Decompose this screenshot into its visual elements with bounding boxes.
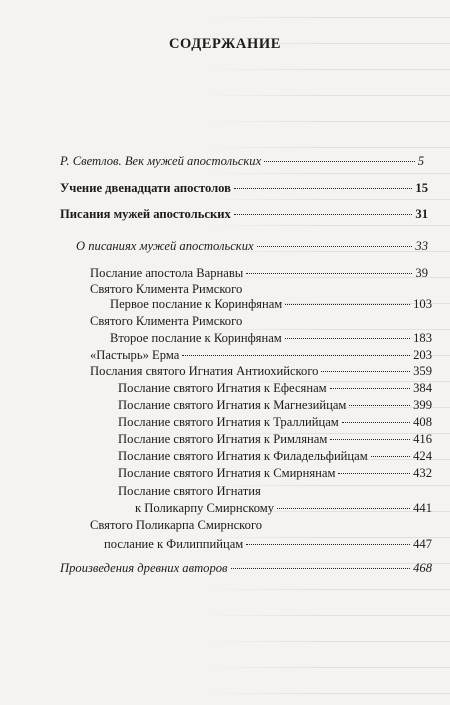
toc-entry-title: Послания святого Игнатия Антиохийского	[90, 364, 319, 378]
toc-entry-page: 5	[417, 154, 424, 168]
toc-entry-heading: Святого Поликарпа Смирнского	[90, 518, 263, 532]
toc-entry[interactable]	[90, 348, 432, 363]
toc-entry[interactable]	[90, 364, 432, 379]
toc-entry-title: Послание святого Игнатия к Ефесянам	[118, 381, 327, 395]
toc-entry[interactable]	[76, 239, 428, 254]
toc-leader-dots	[338, 473, 410, 474]
toc-entry[interactable]	[135, 501, 432, 516]
toc-entry-title: Первое послание к Коринфянам	[110, 297, 283, 311]
toc-entry-heading: Святого Климента Римского	[90, 282, 243, 296]
toc-leader-dots	[371, 456, 410, 457]
toc-entry-page: 447	[413, 537, 432, 551]
toc-entry-page: 31	[415, 207, 428, 221]
toc-entry[interactable]	[90, 266, 428, 281]
toc-leader-dots	[349, 405, 410, 406]
toc-leader-dots	[234, 188, 412, 189]
toc-leader-dots	[330, 388, 410, 389]
toc-entry-page: 399	[413, 398, 432, 412]
toc-leader-dots	[330, 439, 410, 440]
toc-entry-page: 441	[413, 501, 432, 515]
toc-entry[interactable]	[104, 537, 432, 552]
toc-entry[interactable]	[60, 207, 428, 222]
page-title: СОДЕРЖАНИЕ	[168, 36, 282, 52]
toc-entry-title: Послание святого Игнатия к Магнезийцам	[118, 398, 347, 412]
toc-entry-heading: Святого Климента Римского	[90, 314, 243, 328]
toc-entry-page: 432	[413, 466, 432, 480]
toc-leader-dots	[264, 161, 415, 162]
toc-leader-dots	[277, 508, 410, 509]
toc-entry-title: Послание святого Игнатия к Римлянам	[118, 432, 328, 446]
toc-entry[interactable]	[60, 561, 432, 576]
toc-entry-page: 183	[413, 331, 432, 345]
toc-entry-page: 359	[413, 364, 432, 378]
toc-leader-dots	[285, 338, 410, 339]
toc-entry-title: Произведения древних авторов	[60, 561, 228, 575]
toc-entry-title: Послание святого Игнатия к Смирнянам	[118, 466, 336, 480]
toc-entry-title: Р. Светлов. Век мужей апостольских	[60, 154, 262, 168]
toc-leader-dots	[231, 568, 411, 569]
toc-entry[interactable]	[118, 415, 432, 430]
toc-entry-title: Послание святого Игнатия к Филадельфийцам	[118, 449, 368, 463]
toc-leader-dots	[321, 371, 410, 372]
toc-leader-dots	[342, 422, 410, 423]
toc-entry[interactable]	[110, 297, 432, 312]
toc-entry-title: О писаниях мужей апостольских	[76, 239, 254, 253]
toc-leader-dots	[246, 273, 412, 274]
toc-entry-title: Учение двенадцати апостолов	[60, 181, 231, 195]
toc-entry-title: Второе послание к Коринфянам	[110, 331, 282, 345]
toc-leader-dots	[285, 304, 410, 305]
toc-leader-dots	[234, 214, 413, 215]
toc-entry-page: 468	[413, 561, 432, 575]
toc-entry-title: послание к Филиппийцам	[104, 537, 244, 551]
toc-entry-page: 416	[413, 432, 432, 446]
toc-entry[interactable]	[118, 449, 432, 464]
toc-entry-page: 33	[415, 239, 428, 253]
toc-entry-page: 408	[413, 415, 432, 429]
toc-entry-page: 424	[413, 449, 432, 463]
toc-entry[interactable]	[60, 154, 424, 169]
toc-entry[interactable]	[118, 398, 432, 413]
toc-leader-dots	[257, 246, 413, 247]
toc-entry-page: 15	[415, 181, 428, 195]
toc-leader-dots	[246, 544, 410, 545]
toc-entry-page: 103	[413, 297, 432, 311]
toc-entry[interactable]	[118, 381, 432, 396]
toc-entry-title: «Пастырь» Ерма	[90, 348, 180, 362]
toc-entry[interactable]	[118, 432, 432, 447]
toc-entry-page: 39	[415, 266, 428, 280]
toc-entry-title: Писания мужей апостольских	[60, 207, 231, 221]
toc-entry-page: 384	[413, 381, 432, 395]
toc-entry-page: 203	[413, 348, 432, 362]
toc-entry-title: Послание святого Игнатия к Траллийцам	[118, 415, 339, 429]
toc-leader-dots	[182, 355, 410, 356]
toc-entry-heading: Послание святого Игнатия	[118, 484, 261, 498]
toc-entry-title: к Поликарпу Смирнскому	[135, 501, 275, 515]
toc-entry[interactable]	[118, 466, 432, 481]
toc-entry[interactable]	[60, 181, 428, 196]
toc-entry-title: Послание апостола Варнавы	[90, 266, 244, 280]
toc-entry[interactable]	[110, 331, 432, 346]
